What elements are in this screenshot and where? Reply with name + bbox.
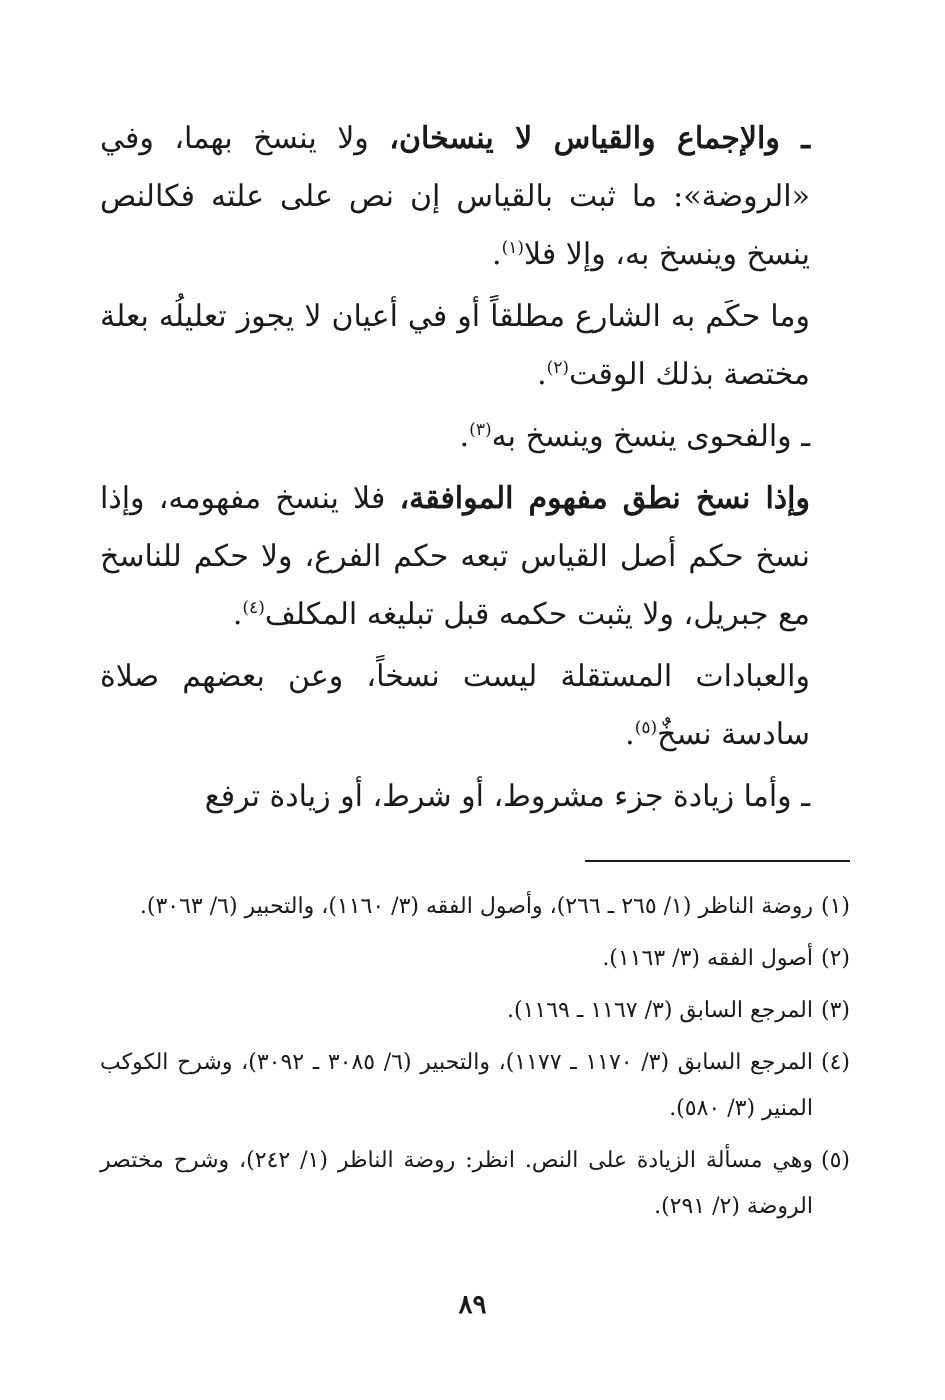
footnote-ref-5[interactable]: (٥) [634,718,658,738]
paragraph-4-end: . [232,597,243,632]
page-number: ٨٩ [458,1290,487,1320]
paragraph-1-text: ولا ينسخ بهما، وفي «الروضة»: ما ثبت بالقياس إن نص على علته فكالنص ينسخ وينسخ به، وإلا فلا [100,121,810,272]
footnote-number: (٥) [820,1148,850,1173]
paragraph-2-end: . [537,357,547,392]
footnote-divider [585,860,850,862]
footnote-ref-1[interactable]: (١) [501,238,525,258]
paragraph-5 [100,648,850,764]
footnote-ref-2[interactable]: (٢) [546,358,570,378]
footnote-text: أصول الفقه (٣/ ١١٦٣). [602,946,813,971]
main-text [100,110,850,830]
paragraph-1-end: . [492,237,502,272]
paragraph-4-text: فلا ينسخ مفهومه، وإذا نسخ حكم أصل القياس تبعه حكم الفرع، ولا حكم للناسخ مع جبريل، ولا يثبت حكمه قبل تبليغه المكلف [100,481,810,632]
footnotes-section [100,884,850,1236]
paragraph-6-text: ـ وأما زيادة جزء مشروط، أو شرط، أو زيادة ترفع [204,779,810,814]
paragraph-2 [100,288,850,404]
paragraph-4-heading: وإذا نسخ نطق مفهوم الموافقة، [399,481,810,516]
footnote-item-5 [100,1138,850,1230]
footnote-item-1 [100,884,850,930]
footnote-item-3 [100,988,850,1034]
footnote-number: (١) [820,894,850,919]
paragraph-4 [100,470,850,644]
paragraph-2-text: وما حكَم به الشارع مطلقاً أو في أعيان لا يجوز تعليلُه بعلة مختصة بذلك الوقت [100,299,810,392]
footnote-item-4 [100,1040,850,1132]
paragraph-1-heading: ـ والإجماع والقياس لا ينسخان، [389,121,811,156]
footnote-number: (٤) [820,1050,850,1075]
footnote-item-2 [100,936,850,982]
footnote-number: (٣) [820,998,850,1023]
footnote-number: (٢) [820,946,850,971]
footnote-text: المرجع السابق (٣/ ١١٦٧ ـ ١١٦٩). [507,998,813,1023]
paragraph-3-end: . [459,419,470,454]
paragraph-3 [100,408,850,466]
footnote-ref-3[interactable]: (٣) [469,420,492,440]
paragraph-6 [100,768,850,826]
footnote-text: المرجع السابق (٣/ ١١٧٠ ـ ١١٧٧)، والتحبير (٦/ ٣٠٨٥ ـ ٣٠٩٢)، وشرح الكوكب المنير (٣/ ٥٨٠). [100,1050,813,1121]
footnote-text: وهي مسألة الزيادة على النص. انظر: روضة الناظر (١/ ٢٤٢)، وشرح مختصر الروضة (٢/ ٢٩١). [100,1148,813,1219]
paragraph-5-end: . [625,717,635,752]
paragraph-5-text: والعبادات المستقلة ليست نسخاً، وعن بعضهم صلاة سادسة نسخٌ [100,659,810,752]
footnote-ref-4[interactable]: (٤) [242,598,265,618]
footnote-text: روضة الناظر (١/ ٢٦٥ ـ ٢٦٦)، وأصول الفقه (٣/ ١١٦٠)، والتحبير (٦/ ٣٠٦٣). [139,894,813,919]
paragraph-1 [100,110,850,284]
paragraph-3-text: ـ والفحوى ينسخ وينسخ به [491,419,810,454]
